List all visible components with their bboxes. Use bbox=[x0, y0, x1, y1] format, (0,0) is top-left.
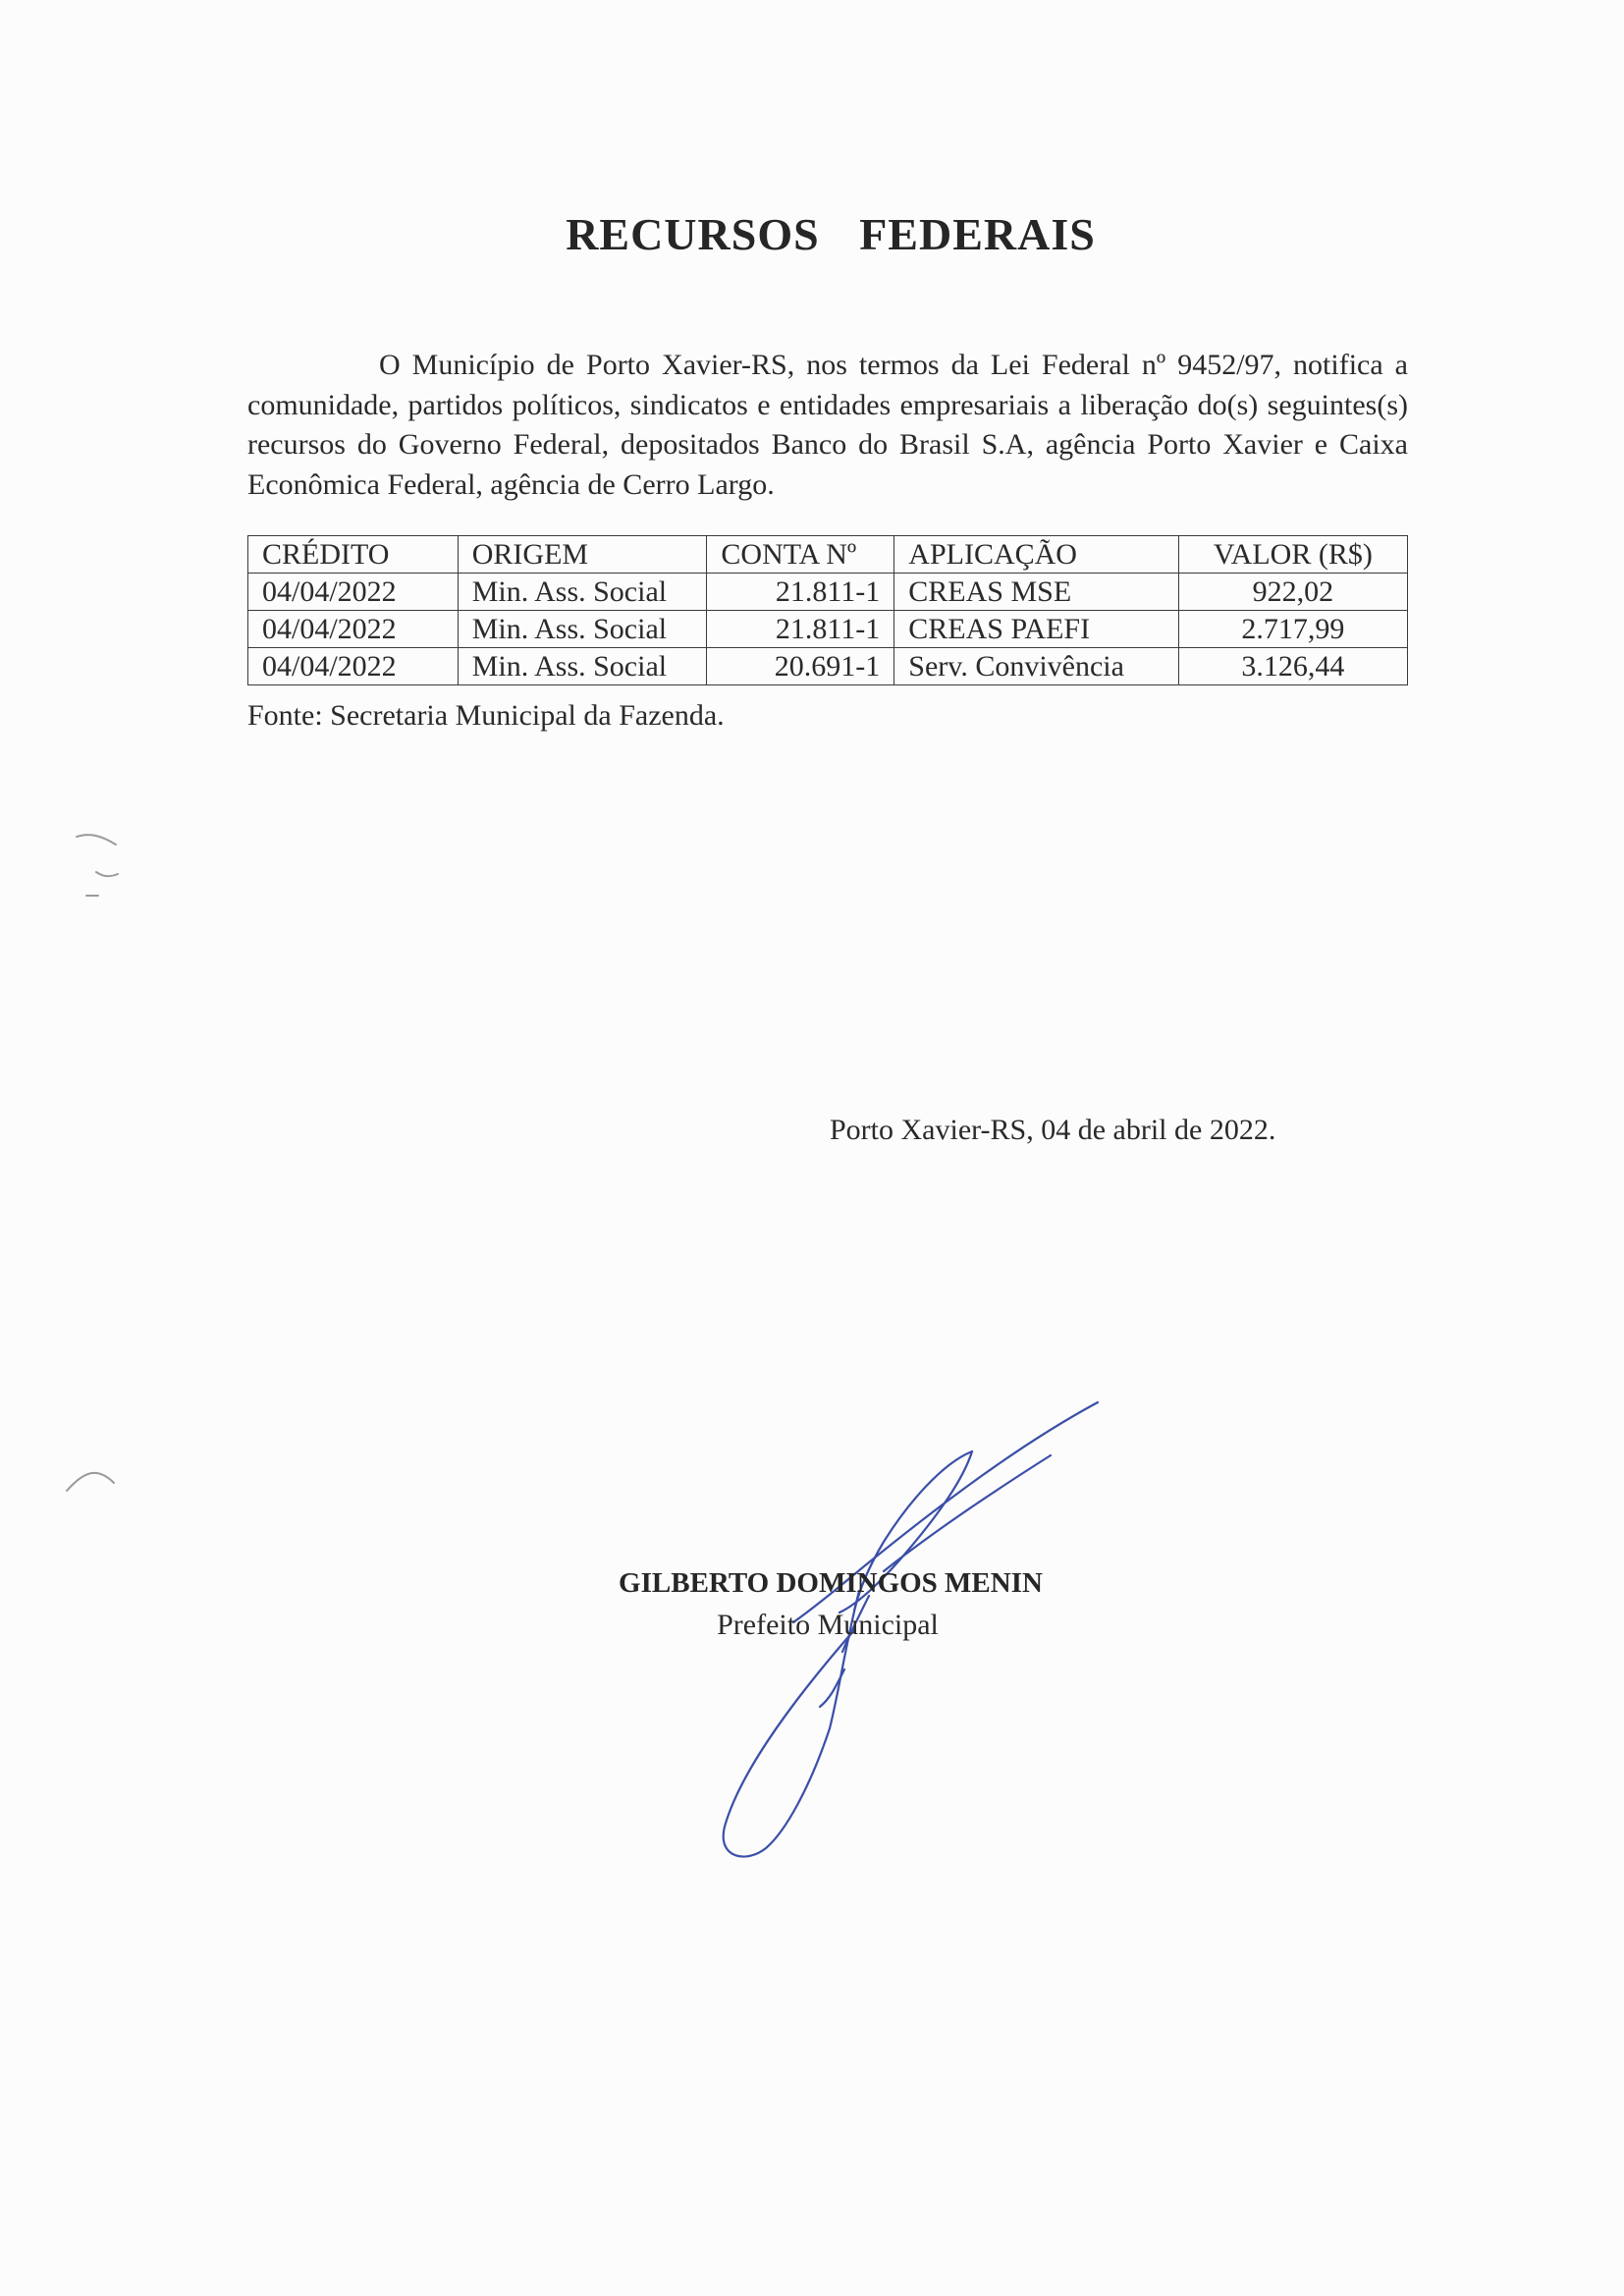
header-valor: VALOR (R$) bbox=[1178, 536, 1407, 574]
cell-aplicacao: Serv. Convivência bbox=[894, 648, 1178, 685]
header-conta: CONTA Nº bbox=[707, 536, 894, 574]
place-date: Porto Xavier-RS, 04 de abril de 2022. bbox=[830, 1114, 1276, 1146]
cell-credito: 04/04/2022 bbox=[248, 611, 459, 648]
cell-conta: 21.811-1 bbox=[707, 574, 894, 611]
table-row bbox=[248, 611, 1408, 648]
cell-valor: 2.717,99 bbox=[1178, 611, 1407, 648]
signer-role: Prefeito Municipal bbox=[717, 1609, 939, 1641]
cell-valor: 3.126,44 bbox=[1178, 648, 1407, 685]
cell-origem: Min. Ass. Social bbox=[458, 574, 707, 611]
header-aplicacao: APLICAÇÃO bbox=[894, 536, 1178, 574]
cell-aplicacao: CREAS MSE bbox=[894, 574, 1178, 611]
document-title: RECURSOS FEDERAIS bbox=[566, 209, 1096, 259]
credits-table bbox=[247, 535, 1408, 685]
header-credito: CRÉDITO bbox=[248, 536, 459, 574]
intro-text: O Município de Porto Xavier-RS, nos termos da Lei Federal nº 9452/97, notifica a comunidade, partidos políticos, sindicatos e entidades empresariais a liberação do(s) seguintes(s) recursos do Governo Federal, depositados Banco do Brasil S.A, agência Porto Xavier e Caixa Econômica Federal, agência de Cerro Largo. bbox=[247, 349, 1408, 501]
cell-credito: 04/04/2022 bbox=[248, 648, 459, 685]
cell-valor: 922,02 bbox=[1178, 574, 1407, 611]
cell-conta: 21.811-1 bbox=[707, 611, 894, 648]
table-header-row bbox=[248, 536, 1408, 574]
cell-credito: 04/04/2022 bbox=[248, 574, 459, 611]
cell-origem: Min. Ass. Social bbox=[458, 611, 707, 648]
source-note: Fonte: Secretaria Municipal da Fazenda. bbox=[247, 699, 725, 732]
cell-aplicacao: CREAS PAEFI bbox=[894, 611, 1178, 648]
table-row bbox=[248, 574, 1408, 611]
cell-origem: Min. Ass. Social bbox=[458, 648, 707, 685]
table-row bbox=[248, 648, 1408, 685]
header-origem: ORIGEM bbox=[458, 536, 707, 574]
scan-marks-icon bbox=[39, 805, 157, 1532]
signer-name: GILBERTO DOMINGOS MENIN bbox=[619, 1567, 1043, 1599]
intro-paragraph bbox=[247, 346, 1408, 505]
cell-conta: 20.691-1 bbox=[707, 648, 894, 685]
